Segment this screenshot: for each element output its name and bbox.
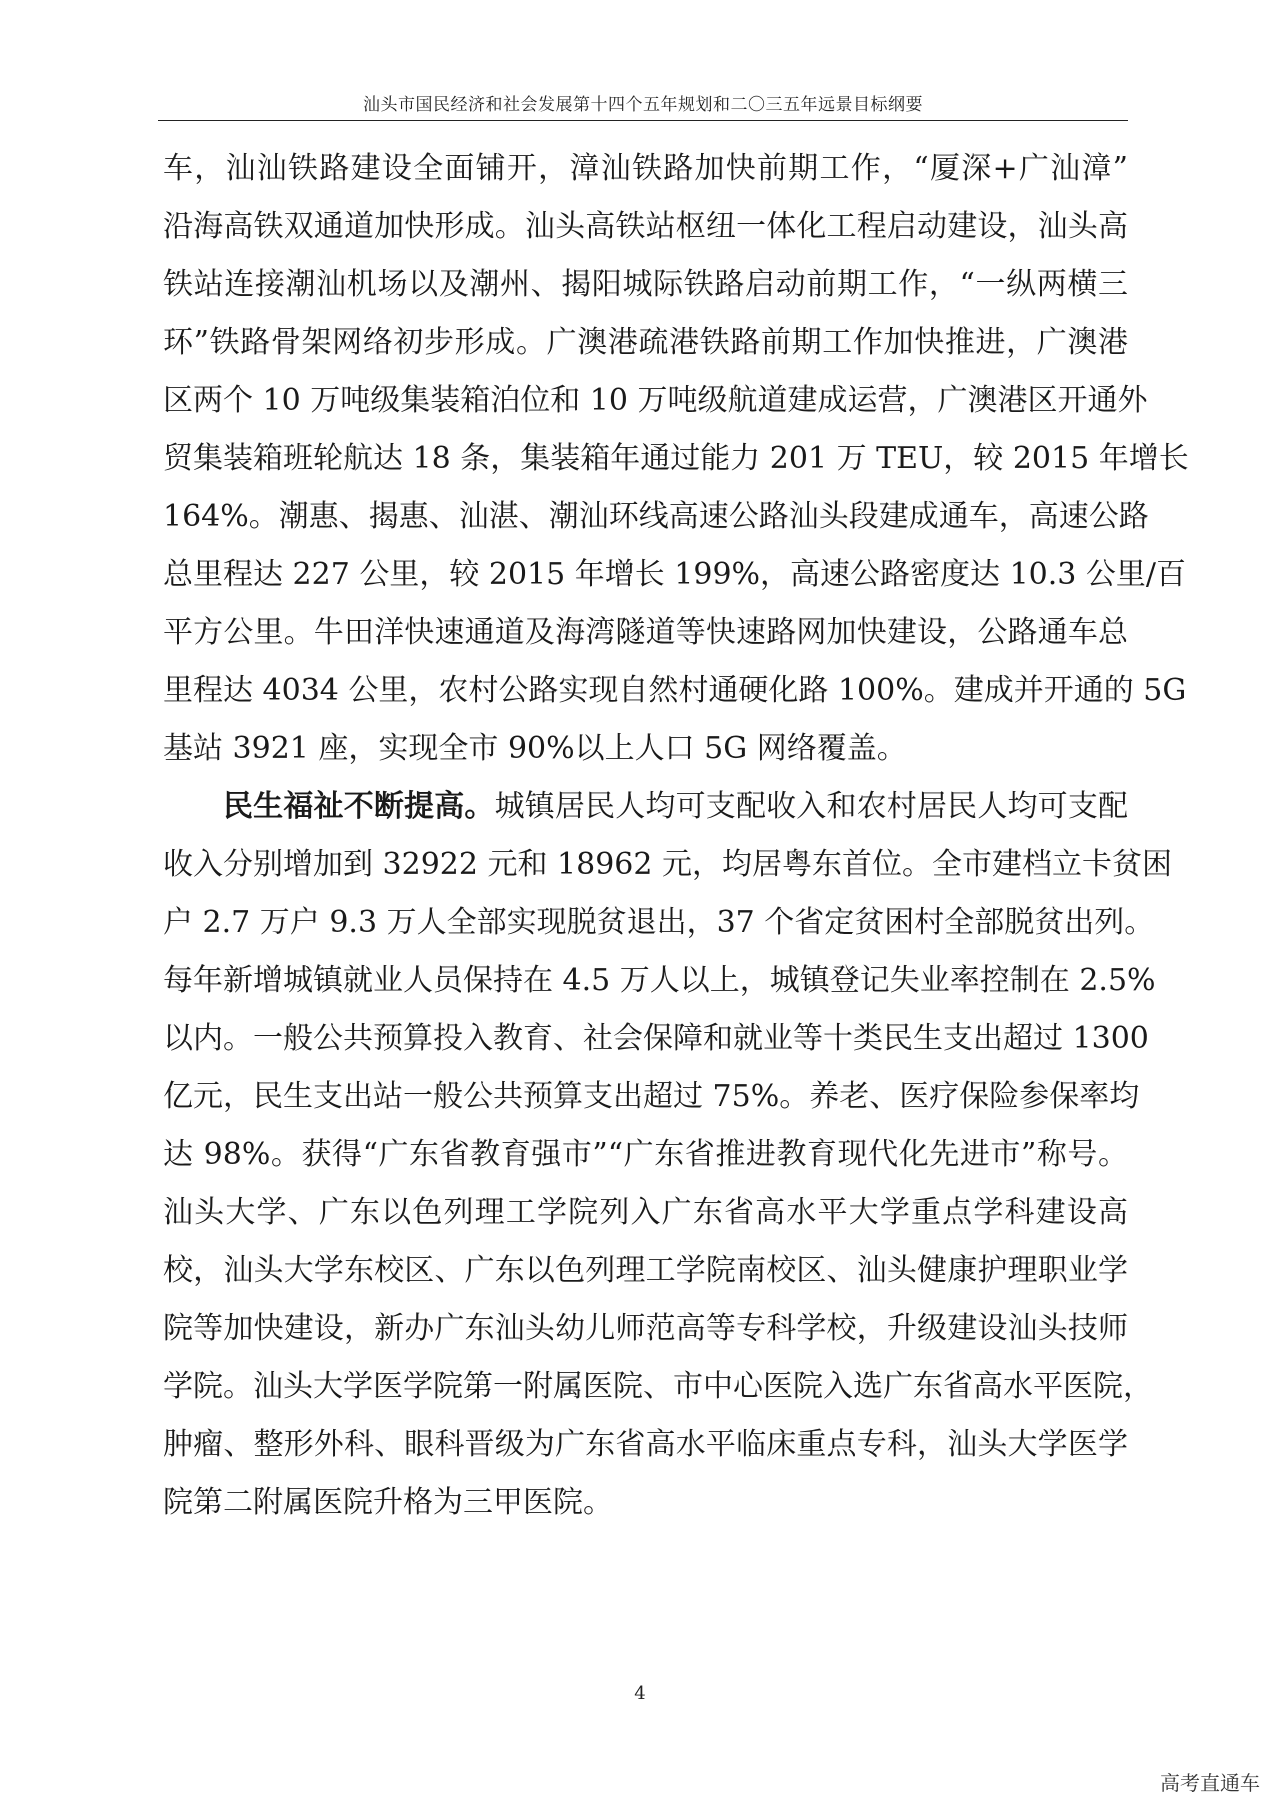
text-line: 铁站连接潮汕机场以及潮州、揭阳城际铁路启动前期工作，“一纵两横三 [163,267,1128,302]
text-line: 以内。一般公共预算投入教育、社会保障和就业等十类民生支出超过 1300 [163,1021,1149,1056]
watermark-text: 高考直通车 [1160,1771,1260,1795]
text-line [163,778,1128,836]
paragraph-transport [163,140,1189,778]
text-line: 校，汕头大学东校区、广东以色列理工学院南校区、汕头健康护理职业学 [163,1253,1128,1288]
text-line: 亿元，民生支出站一般公共预算支出超过 75%。养老、医疗保险参保率均 [163,1079,1140,1114]
text-line: 学院。汕头大学医学院第一附属医院、市中心医院入选广东省高水平医院， [163,1369,1153,1404]
running-header: 汕头市国民经济和社会发展第十四个五年规划和二〇三五年远景目标纲要 [363,95,923,115]
text-line: 每年新增城镇就业人员保持在 4.5 万人以上，城镇登记失业率控制在 2.5% [163,963,1156,998]
paragraph-lead-rest: 城镇居民人均可支配收入和农村居民人均可支配 [494,789,1129,824]
paragraph-livelihood [163,778,1173,1532]
header-rule [158,120,1128,121]
text-line: 总里程达 227 公里，较 2015 年增长 199%，高速公路密度达 10.3 公里/百 [163,557,1187,592]
text-line: 里程达 4034 公里，农村公路实现自然村通硬化路 100%。建成并开通的 5G [163,673,1187,708]
text-line: 基站 3921 座，实现全市 90%以上人口 5G 网络覆盖。 [163,731,907,766]
text-line: 164%。潮惠、揭惠、汕湛、潮汕环线高速公路汕头段建成通车，高速公路 [163,499,1149,534]
text-line: 院等加快建设，新办广东汕头幼儿师范高等专科学校，升级建设汕头技师 [163,1311,1128,1346]
text-line: 沿海高铁双通道加快形成。汕头高铁站枢纽一体化工程启动建设，汕头高 [163,209,1128,244]
text-line: 达 98%。获得“广东省教育强市”“广东省推进教育现代化先进市”称号。 [163,1137,1128,1172]
text-line: 汕头大学、广东以色列理工学院列入广东省高水平大学重点学科建设高 [163,1195,1128,1230]
text-line: 院第二附属医院升格为三甲医院。 [163,1485,613,1520]
text-line: 区两个 10 万吨级集装箱泊位和 10 万吨级航道建成运营，广澳港区开通外 [163,383,1148,418]
text-line: 收入分别增加到 32922 元和 18962 元，均居粤东首位。全市建档立卡贫困 [163,847,1173,882]
text-line: 贸集装箱班轮航达 18 条，集装箱年通过能力 201 万 TEU，较 2015 年增长 [163,441,1189,476]
text-line: 环”铁路骨架网络初步形成。广澳港疏港铁路前期工作加快推进，广澳港 [163,325,1128,360]
text-line: 肿瘤、整形外科、眼科晋级为广东省高水平临床重点专科，汕头大学医学 [163,1427,1128,1462]
body-text [163,140,1189,1532]
paragraph-lead: 民生福祉不断提高。 [223,789,495,824]
text-line: 车，汕汕铁路建设全面铺开，漳汕铁路加快前期工作，“厦深+广汕漳” [163,151,1128,186]
page-number: 4 [634,1683,646,1704]
text-line: 户 2.7 万户 9.3 万人全部实现脱贫退出，37 个省定贫困村全部脱贫出列。 [163,905,1155,940]
text-line: 平方公里。牛田洋快速通道及海湾隧道等快速路网加快建设，公路通车总 [163,615,1128,650]
